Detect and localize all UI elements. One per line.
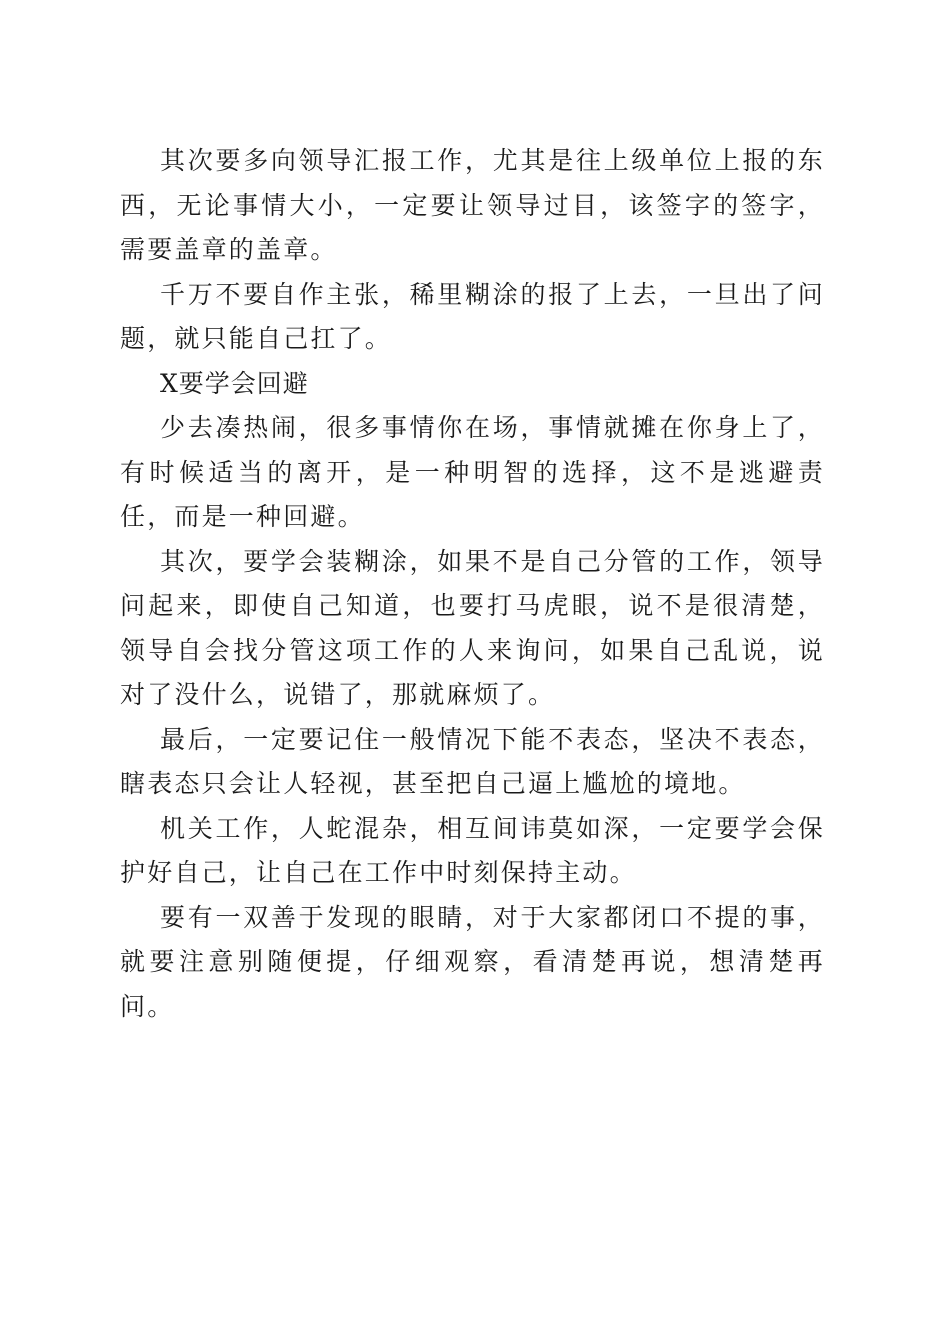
- paragraph-observe-carefully: 要有一双善于发现的眼睛，对于大家都闭口不提的事，就要注意别随便提，仔细观察，看清楚再说，想清楚再问。: [120, 902, 825, 1021]
- section-heading-avoidance: X要学会回避: [160, 368, 309, 398]
- paragraph-no-self-decision: 千万不要自作主张，稀里糊涂的报了上去，一旦出了问题，就只能自己扛了。: [120, 279, 825, 353]
- document-body: [120, 139, 825, 1029]
- paragraph-report-to-leader: 其次要多向领导汇报工作，尤其是往上级单位上报的东西，无论事情大小，一定要让领导过目，该签字的签字，需要盖章的盖章。: [120, 146, 825, 264]
- paragraph-play-dumb: 其次，要学会装糊涂，如果不是自己分管的工作，领导问起来，即使自己知道，也要打马虎眼，说不是很清楚，领导自会找分管这项工作的人来询问，如果自己乱说，说对了没什么，说错了，那就麻烦了。: [120, 546, 825, 709]
- paragraph-avoid-crowds: 少去凑热闹，很多事情你在场，事情就摊在你身上了，有时候适当的离开，是一种明智的选择，这不是逃避责任，而是一种回避。: [120, 413, 825, 531]
- paragraph-protect-yourself: 机关工作，人蛇混杂，相互间讳莫如深，一定要学会保护好自己，让自己在工作中时刻保持主动。: [120, 813, 825, 887]
- paragraph-no-stance: 最后，一定要记住一般情况下能不表态，坚决不表态，瞎表态只会让人轻视，甚至把自己逼上尴尬的境地。: [120, 724, 825, 798]
